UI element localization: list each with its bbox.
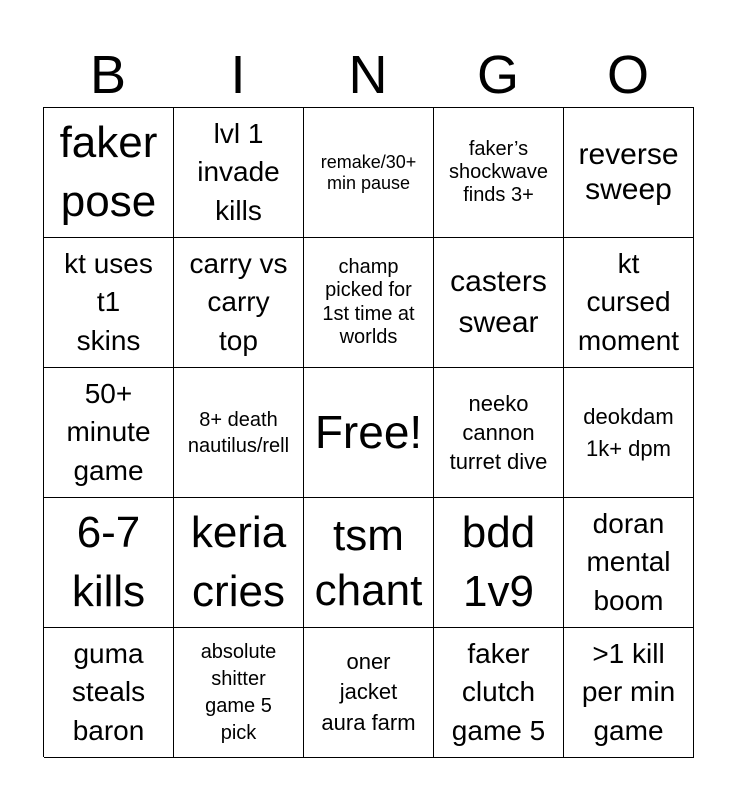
bingo-cell[interactable]: bdd 1v9 [434, 498, 564, 628]
header-letter-i: I [230, 45, 246, 105]
bingo-cell[interactable]: >1 kill per min game [564, 628, 694, 758]
bingo-cell[interactable]: 8+ death nautilus/rell [174, 368, 304, 498]
bingo-cell[interactable]: champ picked for 1st time at worlds [304, 238, 434, 368]
bingo-cell[interactable]: neeko cannon turret dive [434, 368, 564, 498]
bingo-cell[interactable]: tsm chant [304, 498, 434, 628]
bingo-cell[interactable]: guma steals baron [44, 628, 174, 758]
bingo-cell[interactable]: 6-7 kills [44, 498, 174, 628]
bingo-cell[interactable]: casters swear [434, 238, 564, 368]
bingo-cell[interactable]: carry vs carry top [174, 238, 304, 368]
bingo-cell[interactable]: faker pose [44, 108, 174, 238]
bingo-cell[interactable]: doran mental boom [564, 498, 694, 628]
bingo-cell[interactable]: keria cries [174, 498, 304, 628]
header-letter-n: N [348, 45, 388, 105]
bingo-cell[interactable]: absolute shitter game 5 pick [174, 628, 304, 758]
bingo-cell[interactable]: remake/30+ min pause [304, 108, 434, 238]
bingo-cell[interactable]: faker clutch game 5 [434, 628, 564, 758]
bingo-header [43, 44, 693, 106]
header-letter-o: O [606, 45, 649, 105]
bingo-card [43, 107, 694, 757]
bingo-cell[interactable]: deokdam 1k+ dpm [564, 368, 694, 498]
bingo-cell[interactable]: reverse sweep [564, 108, 694, 238]
bingo-cell[interactable]: lvl 1 invade kills [174, 108, 304, 238]
bingo-cell[interactable]: faker’s shockwave finds 3+ [434, 108, 564, 238]
bingo-cell-free[interactable]: Free! [304, 368, 434, 498]
bingo-cell[interactable]: kt cursed moment [564, 238, 694, 368]
header-letter-b: B [89, 45, 127, 105]
bingo-cell[interactable]: kt uses t1 skins [44, 238, 174, 368]
bingo-cell[interactable]: 50+ minute game [44, 368, 174, 498]
header-letter-g: G [476, 45, 519, 105]
bingo-cell[interactable]: oner jacket aura farm [304, 628, 434, 758]
